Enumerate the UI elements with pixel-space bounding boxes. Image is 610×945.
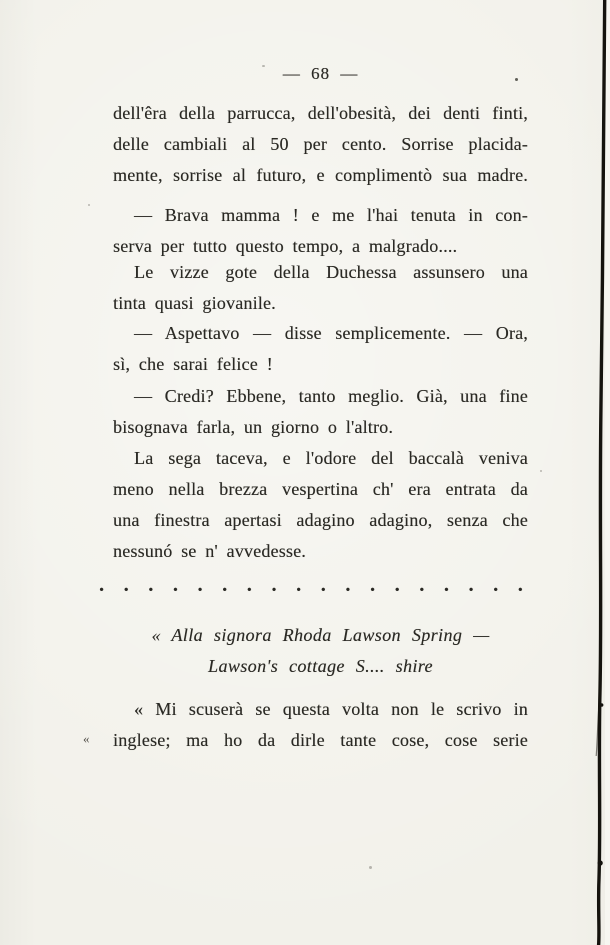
letter-heading-line-2: Lawson's cottage S.... shire (208, 656, 433, 676)
paragraph-7 (113, 694, 528, 756)
text-line: — Credi? Ebbene, tanto meglio. Già, una fine (134, 386, 528, 406)
text-line: La sega taceva, e l'odore del baccalà veniva (134, 448, 528, 468)
text-line: delle cambiali al 50 per cento. Sorrise placida- (113, 134, 528, 154)
scan-speck (540, 470, 542, 472)
letter-heading (113, 620, 528, 682)
page-gutter-strip (605, 0, 610, 945)
page-number: — 68 — (282, 64, 359, 83)
text-line: mente, sorrise al futuro, e complimentò sua madre. (113, 165, 528, 185)
paragraph-4 (113, 318, 528, 380)
text-line: Le vizze gote della Duchessa assunsero una (134, 262, 528, 282)
dotted-separator: . . . . . . . . . . . . . . . . . . (99, 574, 523, 596)
paragraph-1 (113, 98, 528, 191)
text-line: serva per tutto questo tempo, a malgrado.... (113, 236, 458, 256)
paragraph-3 (113, 257, 528, 319)
text-line: nessunó se n' avvedesse. (113, 541, 307, 561)
text-line: una finestra apertasi adagino adagino, senza che (113, 510, 528, 530)
paragraph-5 (113, 381, 528, 443)
text-line: dell'êra della parrucca, dell'obesità, dei denti finti, (113, 103, 528, 123)
scan-speck (88, 204, 90, 206)
scan-speck (369, 866, 372, 869)
text-line: meno nella brezza vespertina ch' era entrata da (113, 479, 528, 499)
paragraph-2 (113, 200, 528, 262)
margin-quote-mark: « (83, 731, 90, 746)
text-line: tinta quasi giovanile. (113, 293, 276, 313)
text-line: « Mi scuserà se questa volta non le scrivo in (134, 699, 528, 719)
text-line: bisognava farla, un giorno o l'altro. (113, 417, 394, 437)
text-line: sì, che sarai felice ! (113, 354, 273, 374)
text-line: — Aspettavo — disse semplicemente. — Ora, (134, 323, 528, 343)
text-line: — Brava mamma ! e me l'hai tenuta in con- (134, 205, 528, 225)
paragraph-6 (113, 443, 528, 567)
text-line: inglese; ma ho da dirle tante cose, cose serie (113, 730, 528, 750)
scan-speck (515, 78, 518, 81)
scan-speck (262, 65, 265, 67)
letter-heading-line-1: « Alla signora Rhoda Lawson Spring — (151, 625, 490, 645)
